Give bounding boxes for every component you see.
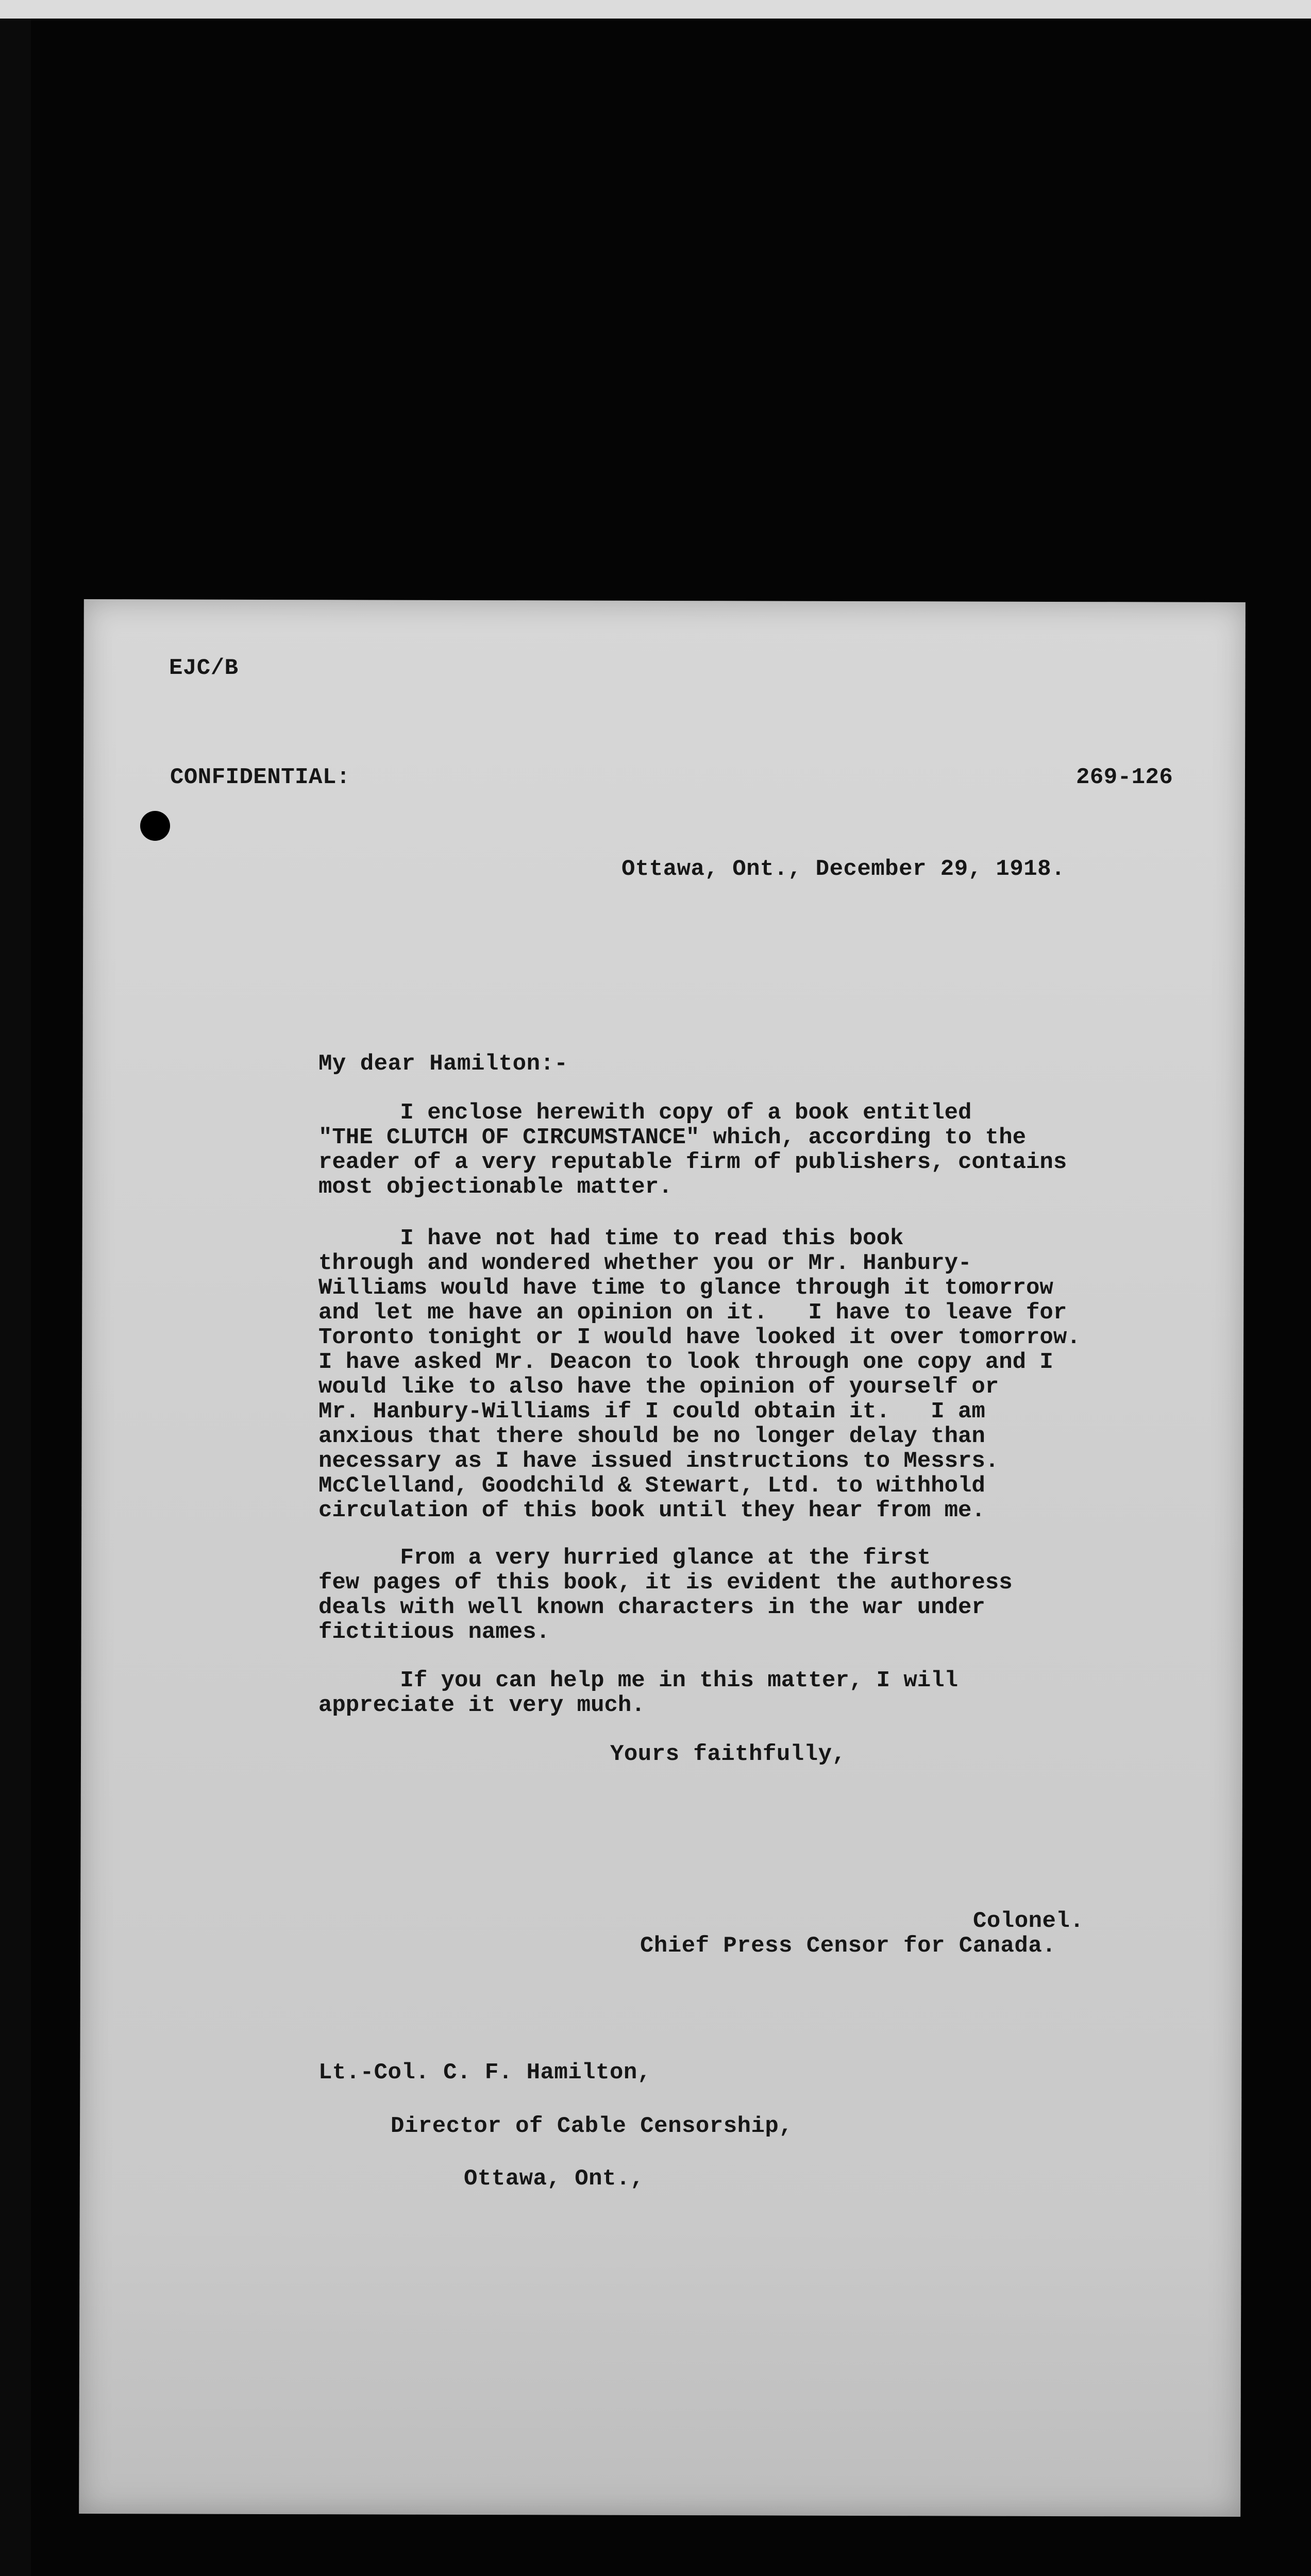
paragraph-line: most objectionable matter. (318, 1174, 673, 1200)
closing: Yours faithfully, (610, 1741, 846, 1767)
paragraph-line: From a very hurried glance at the first (318, 1545, 931, 1571)
paragraph-line: Toronto tonight or I would have looked it over tomorrow. (318, 1325, 1081, 1350)
addressee-name: Lt.-Col. C. F. Hamilton, (318, 2060, 651, 2086)
paragraph-line: anxious that there should be no longer delay than (318, 1423, 985, 1449)
paragraph-line: would like to also have the opinion of yourself or (318, 1374, 999, 1400)
film-top-strip (0, 0, 1311, 19)
signatory-title: Chief Press Censor for Canada. (640, 1933, 1056, 1959)
reference-initials: EJC/B (169, 655, 239, 681)
paragraph-line: I enclose herewith copy of a book entitled (318, 1100, 972, 1126)
signatory-rank: Colonel. (973, 1908, 1084, 1934)
paragraph-line: I have asked Mr. Deacon to look through one copy and I (318, 1349, 1053, 1375)
paragraph-2 (318, 1226, 1195, 1523)
paragraph-line: Mr. Hanbury-Williams if I could obtain it. I am (318, 1399, 985, 1425)
paragraph-line: through and wondered whether you or Mr. Hanbury- (318, 1250, 972, 1276)
addressee-position: Director of Cable Censorship, (391, 2113, 793, 2139)
paragraph-line: fictitious names. (318, 1619, 550, 1645)
paragraph-line: necessary as I have issued instructions to Messrs. (318, 1448, 999, 1474)
punch-hole (140, 811, 170, 841)
paragraph-4 (318, 1668, 1195, 1718)
paragraph-line: and let me have an opinion on it. I have to leave for (318, 1300, 1067, 1326)
classification-label: CONFIDENTIAL: (170, 765, 350, 790)
film-edge (0, 19, 31, 2576)
salutation: My dear Hamilton:- (318, 1051, 568, 1077)
file-number: 269-126 (1076, 765, 1173, 790)
paragraph-line: If you can help me in this matter, I will (318, 1668, 959, 1693)
paragraph-line: I have not had time to read this book (318, 1226, 904, 1251)
paragraph-3 (318, 1546, 1195, 1645)
paragraph-line: circulation of this book until they hear from me. (318, 1498, 985, 1523)
dateline: Ottawa, Ont., December 29, 1918. (621, 856, 1065, 882)
paragraph-line: appreciate it very much. (318, 1692, 645, 1718)
paragraph-line: "THE CLUTCH OF CIRCUMSTANCE" which, according to the (318, 1125, 1027, 1150)
paragraph-line: Williams would have time to glance through it tomorrow (318, 1275, 1053, 1301)
paragraph-1 (318, 1100, 1195, 1199)
paragraph-line: reader of a very reputable firm of publishers, contains (318, 1149, 1067, 1175)
paragraph-line: deals with well known characters in the war under (318, 1595, 985, 1620)
paragraph-line: few pages of this book, it is evident the authoress (318, 1570, 1013, 1596)
paragraph-line: McClelland, Goodchild & Stewart, Ltd. to withhold (318, 1473, 985, 1499)
addressee-city: Ottawa, Ont., (464, 2166, 644, 2192)
